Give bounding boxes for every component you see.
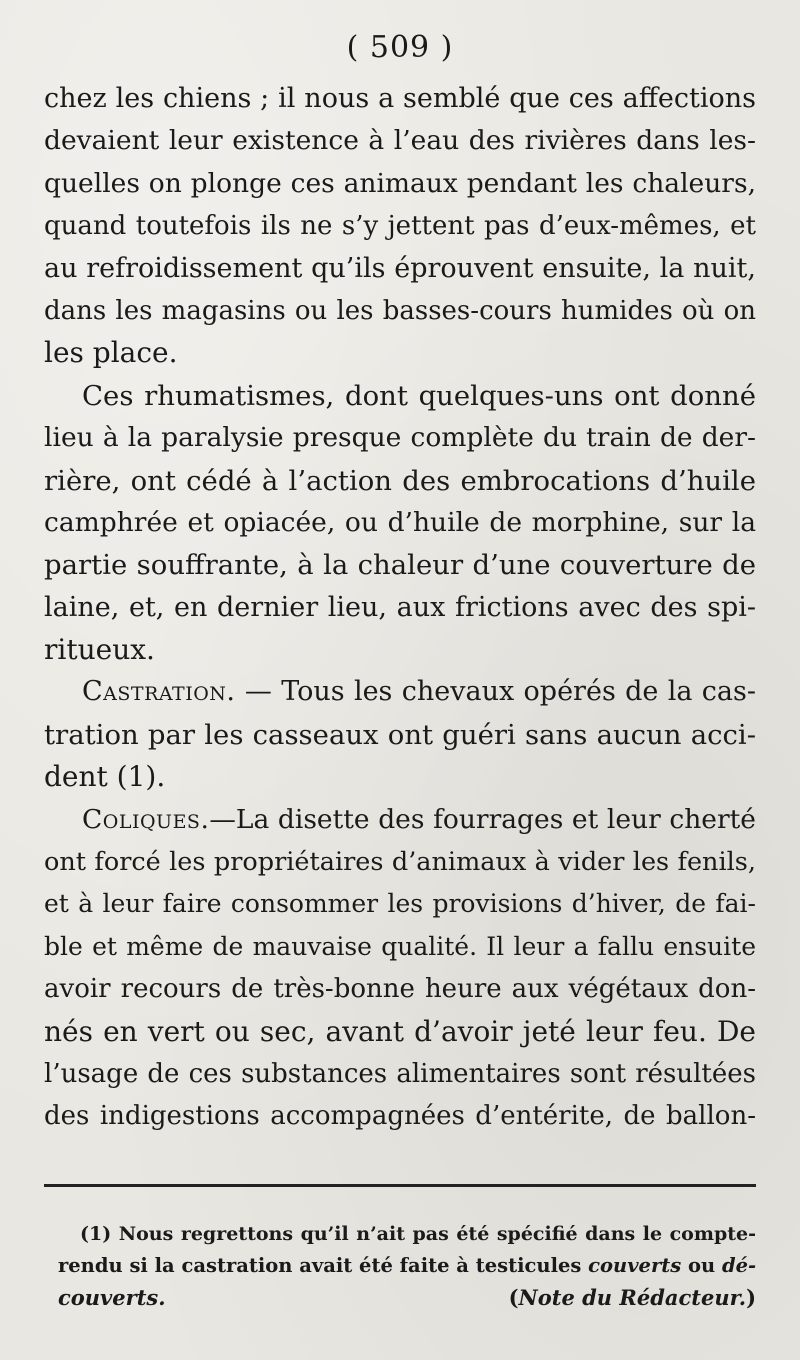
section-heading-castration: Castration. [82,676,236,708]
text-run: Note du Rédacteur. [518,1285,747,1310]
footnote [58,1218,756,1314]
text-line: et à leur faire consommer les provisions d’hiver, de fai- [44,889,756,919]
text-line: ble et même de mauvaise qualité. Il leur a fallu ensuite [44,931,756,961]
footnote-line: (1) Nous regrettons qu’il n’ait pas été spécifié dans le compte- [80,1223,756,1245]
text-line: chez les chiens ; il nous a semblé que ces affections [44,83,756,114]
body-text [44,78,756,1138]
footnote-line [58,1250,756,1282]
text-line: dent (1). [44,760,166,794]
page-number: ( 509 ) [346,30,454,65]
text-line: lieu à la paralysie presque complète du train de der- [44,422,756,454]
text-run: ou [681,1254,722,1277]
text-line: camphrée et opiacée, ou d’huile de morphine, sur la [44,506,756,538]
text-line: rière, ont cédé à l’action des embrocations d’huile [44,464,756,497]
text-line [44,671,756,713]
paragraph-affections [44,78,756,375]
text-run: rendu si la castration avait été faite à testicules [58,1254,589,1277]
text-line: dans les magasins ou les basses-cours humides où on [44,295,756,326]
text-line: Ces rhumatismes, dont quelques-uns ont donné [82,379,756,412]
text-run: dé- [722,1254,757,1277]
text-line: des indigestions accompagnées d’entérite, de ballon- [44,1101,756,1132]
footnote-line [58,1282,756,1314]
text-line: les place. [44,336,178,370]
editor-note [509,1282,756,1314]
text-run: —La disette des fourrages et leur cherté [209,803,756,835]
footnote-divider [44,1184,756,1187]
text-line: quand toutefois ils ne s’y jettent pas d’eux-mêmes, et [44,211,756,242]
text-line: au refroidissement qu’ils éprouvent ensuite, la nuit, [44,252,756,284]
text-run: — Tous les chevaux opérés de la cas- [235,676,756,708]
text-line: partie souffrante, à la chaleur d’une couverture de [44,549,756,582]
text-run: couverts [588,1254,682,1277]
text-run: couverts. [58,1285,166,1310]
text-line: quelles on plonge ces animaux pendant les chaleurs, [44,167,756,199]
text-line: l’usage de ces substances alimentaires sont résultées [44,1058,756,1089]
paragraph-castration [44,671,756,798]
text-line: ritueux. [44,633,155,667]
text-line [44,799,756,841]
paragraph-coliques [44,799,756,1138]
text-line: nés en vert ou sec, avant d’avoir jeté leur feu. De [44,1014,756,1048]
text-line: avoir recours de très-bonne heure aux végétaux don- [44,974,756,1005]
section-heading-coliques: Coliques. [82,803,210,835]
text-line: ont forcé les propriétaires d’animaux à vider les fenils, [44,847,756,878]
paragraph-rhumatismes [44,375,756,672]
text-line: laine, et, en dernier lieu, aux frictions avec des spi- [44,591,756,623]
text-run: ) [746,1285,756,1310]
text-run: ( [508,1285,519,1310]
text-line: tration par les casseaux ont guéri sans aucun acci- [44,718,756,751]
text-line: devaient leur existence à l’eau des rivières dans les- [44,125,756,157]
